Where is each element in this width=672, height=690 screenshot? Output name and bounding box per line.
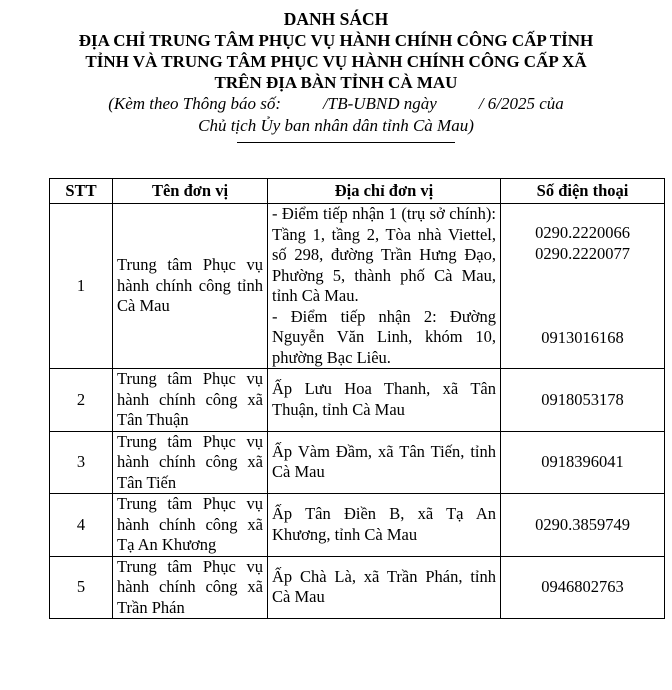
table-row	[50, 556, 665, 619]
document-subtitle-line-3: TRÊN ĐỊA BÀN TỈNH CÀ MAU	[214, 73, 458, 92]
table-row	[50, 204, 665, 369]
table-row	[50, 431, 665, 494]
document-header	[0, 0, 672, 143]
table-header-row	[50, 179, 665, 204]
row-address: Ấp Vàm Đầm, xã Tân Tiến, tỉnh Cà Mau	[268, 431, 501, 494]
row-unit-name: Trung tâm Phục vụ hành chính công tỉnh Cà Mau	[113, 204, 268, 369]
row-address: Ấp Lưu Hoa Thanh, xã Tân Thuận, tỉnh Cà Mau	[268, 369, 501, 432]
column-header-stt: STT	[50, 179, 113, 204]
phone-number-1: 0290.2220066	[535, 223, 630, 243]
reference-note-part-3: / 6/2025 của	[478, 94, 564, 113]
row-stt: 3	[50, 431, 113, 494]
row-unit-name: Trung tâm Phục vụ hành chính công xã Tân Tiến	[113, 431, 268, 494]
row-stt: 5	[50, 556, 113, 619]
row-phone: 0918053178	[501, 369, 665, 432]
row-stt: 4	[50, 494, 113, 557]
row-unit-name: Trung tâm Phục vụ hành chính công xã Tân Thuận	[113, 369, 268, 432]
column-header-address: Địa chỉ đơn vị	[268, 179, 501, 204]
service-center-table	[49, 178, 665, 619]
table-row	[50, 494, 665, 557]
reference-note-line-1	[0, 93, 672, 115]
row-phone: 0290.3859749	[501, 494, 665, 557]
column-header-phone: Số điện thoại	[501, 179, 665, 204]
phone-number-2: 0290.2220077	[535, 243, 630, 263]
phone-number-3: 0913016168	[541, 328, 624, 348]
row-address	[268, 204, 501, 369]
reference-note-part-2: /TB-UBND ngày	[323, 94, 437, 113]
table-row	[50, 369, 665, 432]
row-phone: 0946802763	[501, 556, 665, 619]
header-underline	[237, 142, 455, 143]
document-subtitle-line-1: ĐỊA CHỈ TRUNG TÂM PHỤC VỤ HÀNH CHÍNH CÔNG CẤP TỈNH	[78, 31, 594, 50]
row-stt: 2	[50, 369, 113, 432]
column-header-unit: Tên đơn vị	[113, 179, 268, 204]
row-phone: 0918396041	[501, 431, 665, 494]
row-phone	[501, 204, 665, 369]
row-unit-name: Trung tâm Phục vụ hành chính công xã Trần Phán	[113, 556, 268, 619]
document-title: DANH SÁCH	[283, 9, 389, 29]
reference-note-line-2: Chủ tịch Ủy ban nhân dân tỉnh Cà Mau)	[198, 116, 474, 135]
address-point-2: - Điểm tiếp nhận 2: Đường Nguyễn Văn Linh, khóm 10, phường Bạc Liêu.	[272, 306, 496, 367]
document-subtitle-line-2: TỈNH VÀ TRUNG TÂM PHỤC VỤ HÀNH CHÍNH CÔNG CẤP XÃ	[85, 52, 587, 71]
row-address: Ấp Tân Điền B, xã Tạ An Khương, tỉnh Cà Mau	[268, 494, 501, 557]
address-point-1: - Điểm tiếp nhận 1 (trụ sở chính): Tầng 1, tầng 2, Tòa nhà Viettel, số 298, đường Trần Hưng Đạo, Phường 5, thành phố Cà Mau, tỉnh Cà Mau.	[272, 204, 496, 305]
reference-note-part-1: (Kèm theo Thông báo số:	[108, 94, 282, 113]
row-stt: 1	[50, 204, 113, 369]
row-unit-name: Trung tâm Phục vụ hành chính công xã Tạ An Khương	[113, 494, 268, 557]
row-address: Ấp Chà Là, xã Trần Phán, tỉnh Cà Mau	[268, 556, 501, 619]
